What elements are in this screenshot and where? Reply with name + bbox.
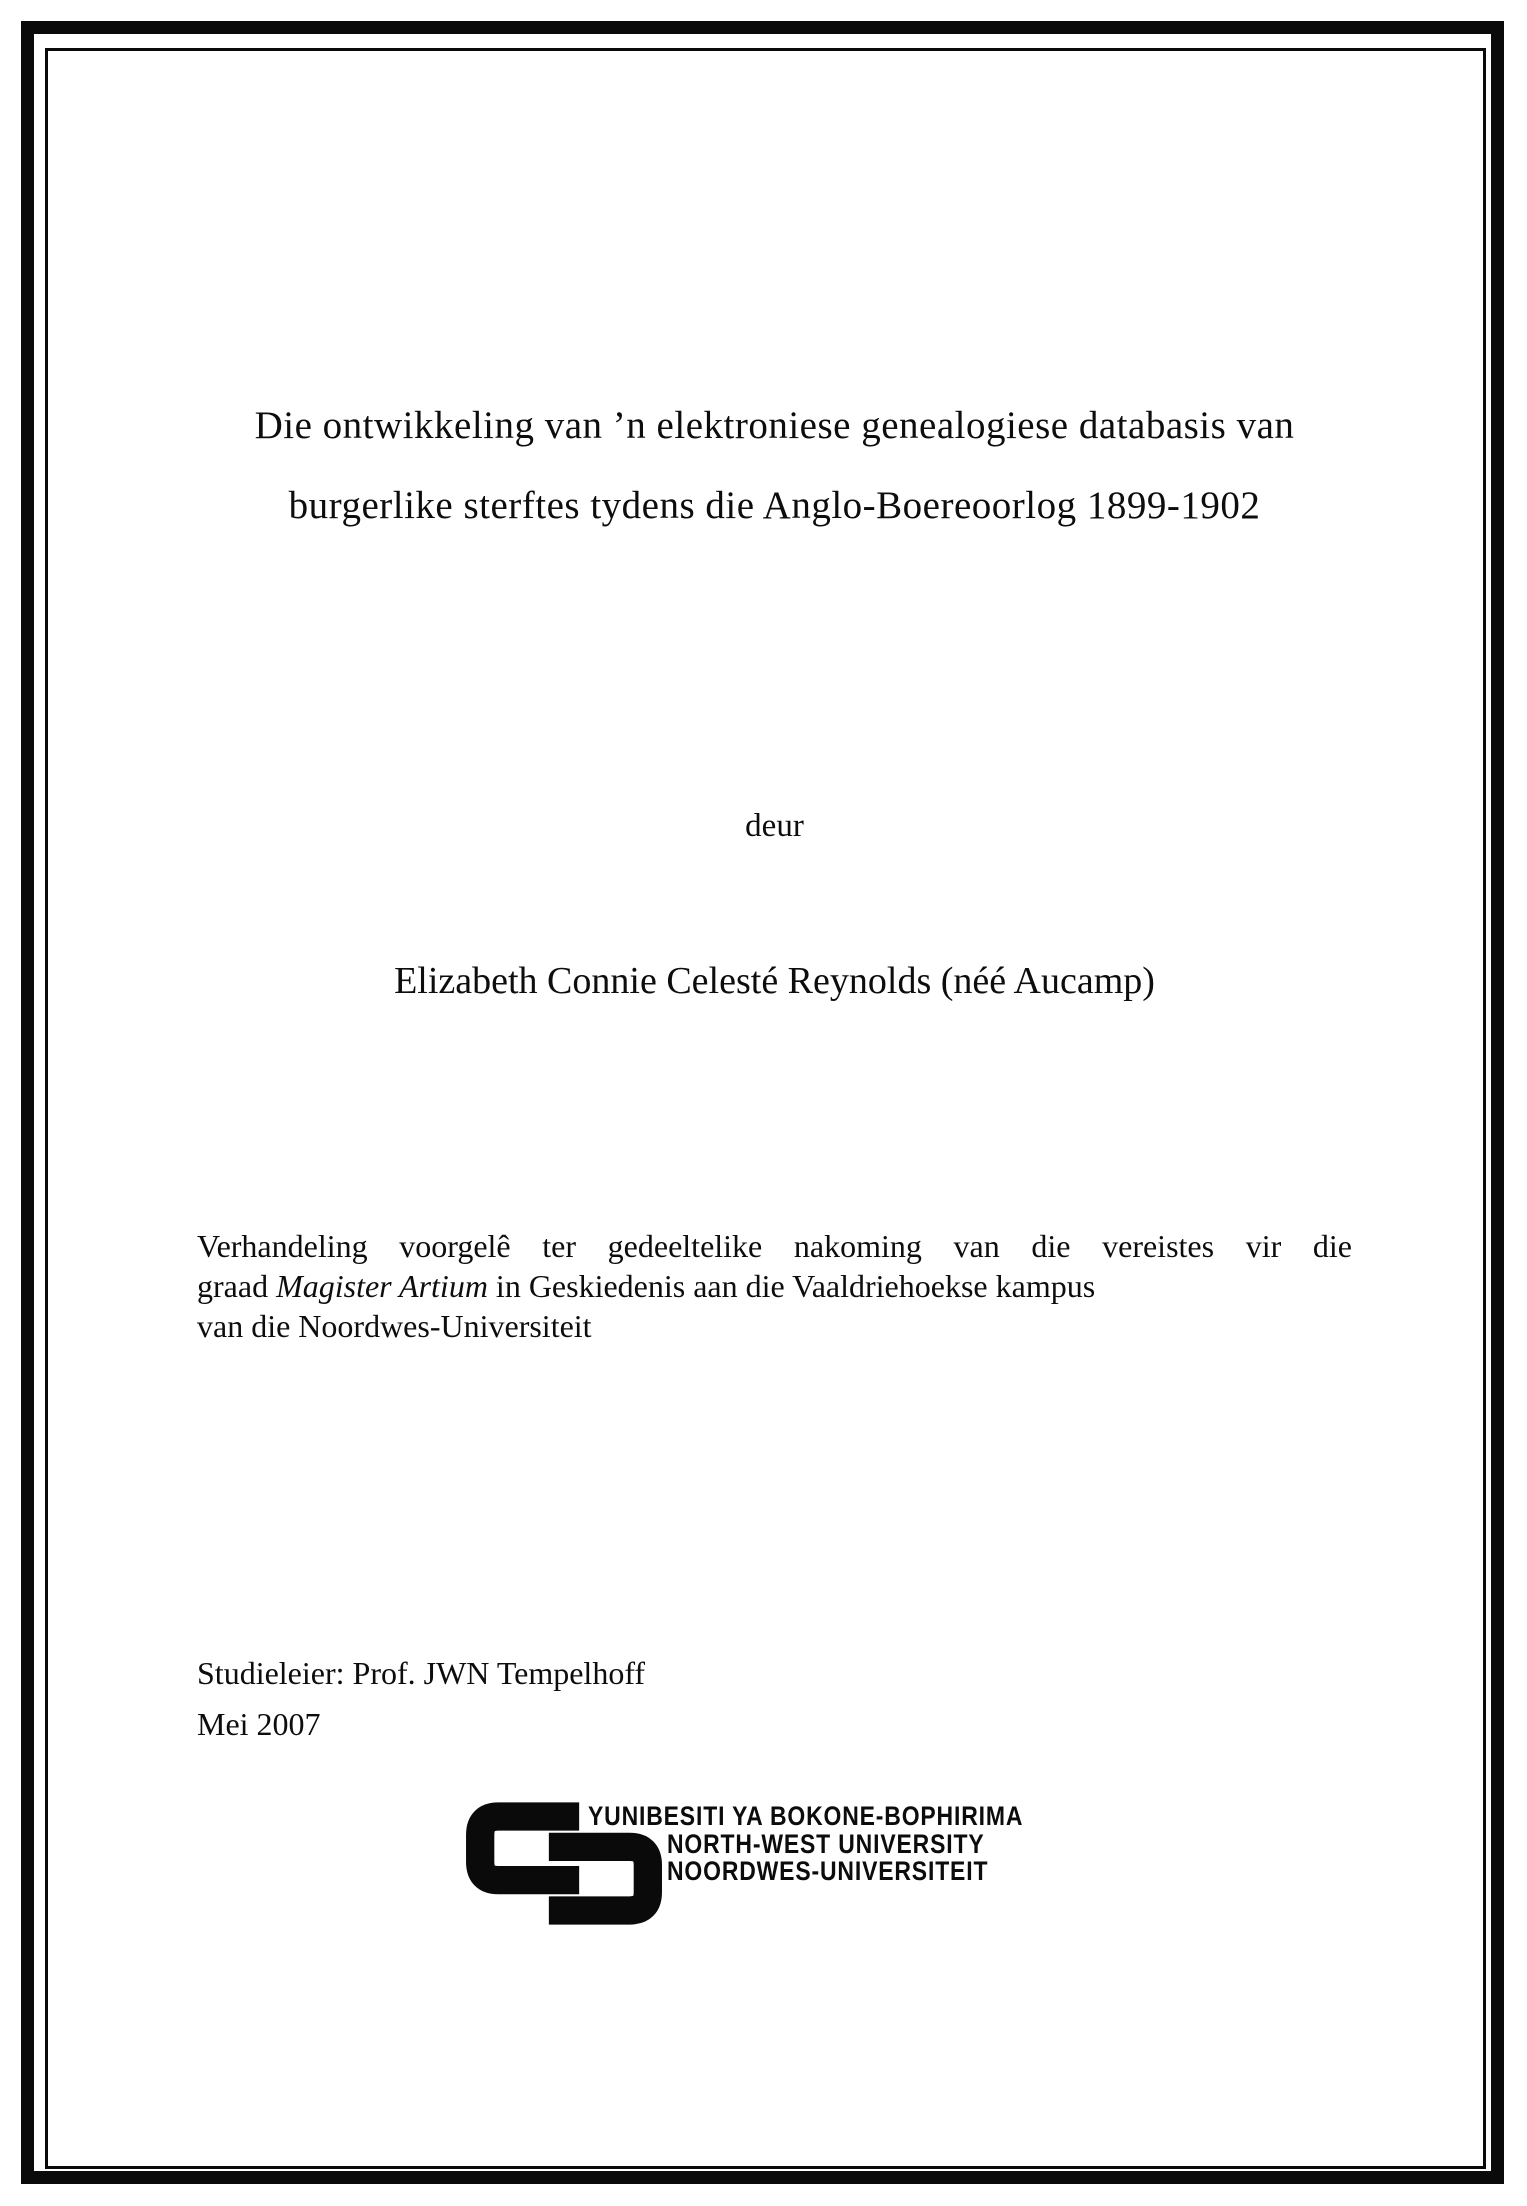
degree-statement-line2-pre: graad bbox=[197, 1268, 277, 1304]
thesis-title bbox=[197, 386, 1352, 546]
author-name: Elizabeth Connie Celesté Reynolds (néé Aucamp) bbox=[394, 960, 1155, 1002]
degree-statement-line1: Verhandeling voorgelê ter gedeeltelike nakoming van die vereistes vir die bbox=[197, 1228, 1352, 1264]
thesis-title-line1: Die ontwikkeling van ’n elektroniese genealogiese databasis van bbox=[254, 404, 1295, 447]
date-line: Mei 2007 bbox=[197, 1706, 321, 1742]
supervisor-line: Studieleier: Prof. JWN Tempelhoff bbox=[197, 1655, 646, 1691]
thesis-title-line2: burgerlike sterftes tydens die Anglo-Boereoorlog 1899-1902 bbox=[288, 484, 1261, 527]
degree-statement bbox=[197, 1226, 1352, 1346]
page-content bbox=[197, 0, 1352, 2206]
logo-text-afrikaans: NOORDWES-UNIVERSITEIT bbox=[667, 1856, 989, 1886]
logo-text-setswana: YUNIBESITI YA BOKONE-BOPHIRIMA bbox=[588, 1801, 1024, 1831]
degree-statement-line2-post: in Geskiedenis aan die Vaaldriehoekse kampus bbox=[487, 1268, 1096, 1304]
byline-label: deur bbox=[745, 808, 804, 844]
degree-statement-line2 bbox=[197, 1266, 1352, 1306]
supervisor-block bbox=[197, 1648, 645, 1750]
logo-text-english: NORTH-WEST UNIVERSITY bbox=[667, 1829, 985, 1859]
degree-name: Magister Artium bbox=[276, 1268, 488, 1304]
degree-statement-line3: van die Noordwes-Universiteit bbox=[197, 1308, 592, 1344]
